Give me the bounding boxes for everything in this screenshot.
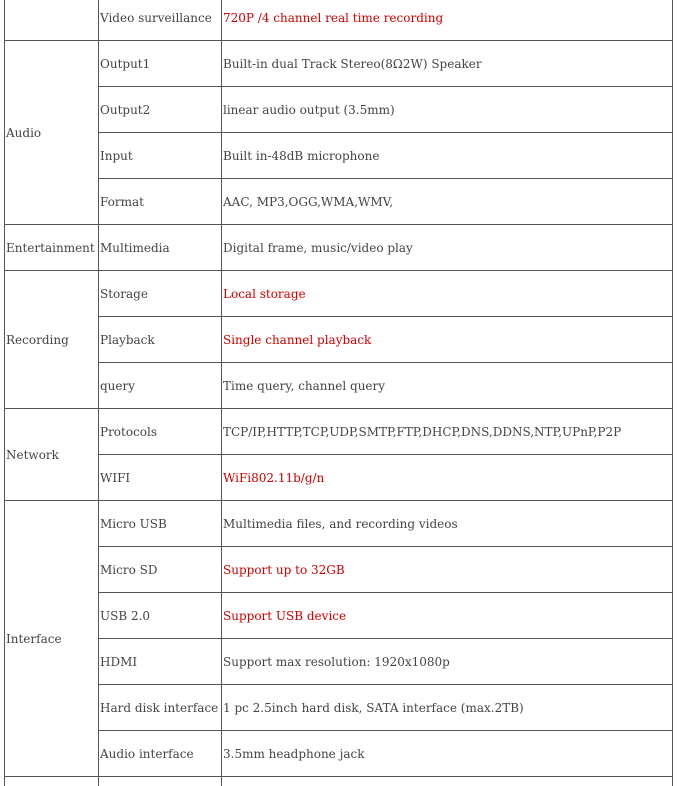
value-cell: 720P /4 channel real time recording [222,0,673,41]
category-cell [5,0,99,41]
feature-cell: Output2 [99,87,222,133]
value-cell: Local storage [222,271,673,317]
table-row [5,179,673,225]
table-row [5,639,673,685]
feature-cell: HDMI [99,639,222,685]
table-row [5,225,673,271]
table-row [5,271,673,317]
value-cell: Built in-48dB microphone [222,133,673,179]
feature-cell: query [99,363,222,409]
value-cell: Built-in dual Track Stereo(8Ω2W) Speaker [222,41,673,87]
value-cell: Multimedia files, and recording videos [222,501,673,547]
table-row [5,731,673,777]
category-cell: Entertainment [5,225,99,271]
value-cell: Support USB device [222,593,673,639]
value-cell: WiFi802.11b/g/n [222,455,673,501]
feature-cell: Playback [99,317,222,363]
value-cell [222,777,673,786]
category-cell: Network [5,409,99,501]
table-row [5,363,673,409]
spec-table [4,0,673,786]
table-row [5,133,673,179]
value-cell: 3.5mm headphone jack [222,731,673,777]
feature-cell [99,777,222,786]
category-cell: Recording [5,271,99,409]
value-cell: Digital frame, music/video play [222,225,673,271]
table-row-partial [5,777,673,786]
feature-cell: Audio interface [99,731,222,777]
value-cell: Support max resolution: 1920x1080p [222,639,673,685]
table-row [5,0,673,41]
table-row [5,409,673,455]
feature-cell: Multimedia [99,225,222,271]
category-cell: Interface [5,501,99,777]
value-cell: AAC, MP3,OGG,WMA,WMV, [222,179,673,225]
table-row [5,547,673,593]
category-cell [5,777,99,786]
feature-cell: Micro USB [99,501,222,547]
feature-cell: Input [99,133,222,179]
feature-cell: Video surveillance [99,0,222,41]
value-cell: linear audio output (3.5mm) [222,87,673,133]
feature-cell: WIFI [99,455,222,501]
value-cell: TCP/IP,HTTP,TCP,UDP,SMTP,FTP,DHCP,DNS,DDNS,NTP,UPnP,P2P [222,409,673,455]
value-cell: Single channel playback [222,317,673,363]
feature-cell: Micro SD [99,547,222,593]
table-row [5,317,673,363]
table-row [5,593,673,639]
feature-cell: USB 2.0 [99,593,222,639]
table-row [5,501,673,547]
table-row [5,87,673,133]
feature-cell: Protocols [99,409,222,455]
feature-cell: Format [99,179,222,225]
category-cell: Audio [5,41,99,225]
value-cell: 1 pc 2.5inch hard disk, SATA interface (max.2TB) [222,685,673,731]
table-row [5,455,673,501]
value-cell: Support up to 32GB [222,547,673,593]
value-cell: Time query, channel query [222,363,673,409]
feature-cell: Storage [99,271,222,317]
table-row [5,41,673,87]
table-row [5,685,673,731]
feature-cell: Hard disk interface [99,685,222,731]
feature-cell: Output1 [99,41,222,87]
